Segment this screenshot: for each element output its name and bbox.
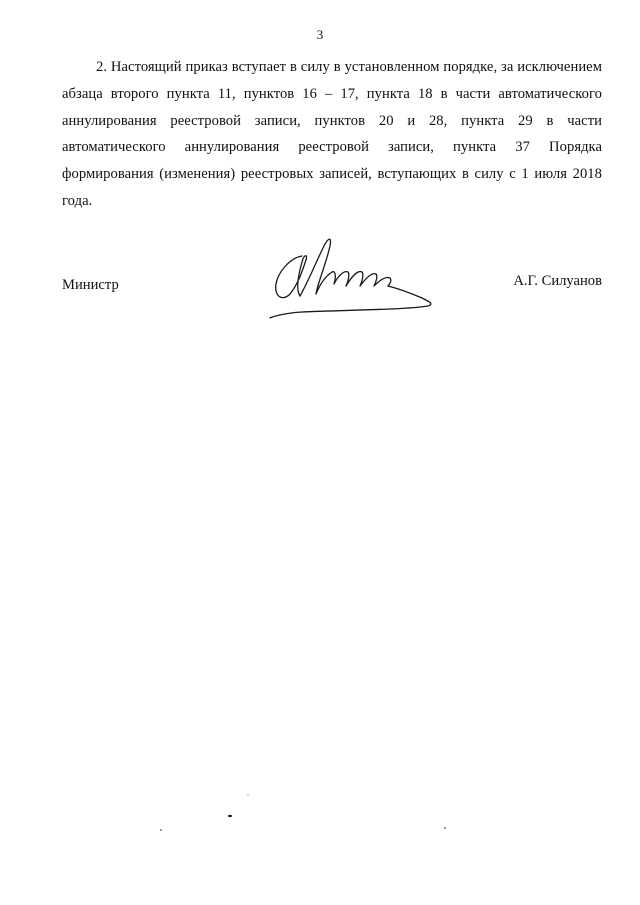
- page-number: 3: [316, 27, 324, 42]
- signatory-title: Министр: [62, 277, 119, 293]
- signature-block: [62, 273, 602, 296]
- signatory-name: А.Г. Силуанов: [513, 273, 602, 289]
- order-paragraph-2: 2. Настоящий приказ вступает в силу в установленном порядке, за исключением абзаца второго пункта 11, пунктов 16 – 17, пункта 18 в части автоматического аннулирования реестровой записи, пунктов 20 и 28, пункта 29 в части автоматического аннулирования реестровой записи, пункта 37 Порядка формирования (изменения) реестровых записей, вступающих в силу с 1 июля 2018 года.: [62, 59, 602, 209]
